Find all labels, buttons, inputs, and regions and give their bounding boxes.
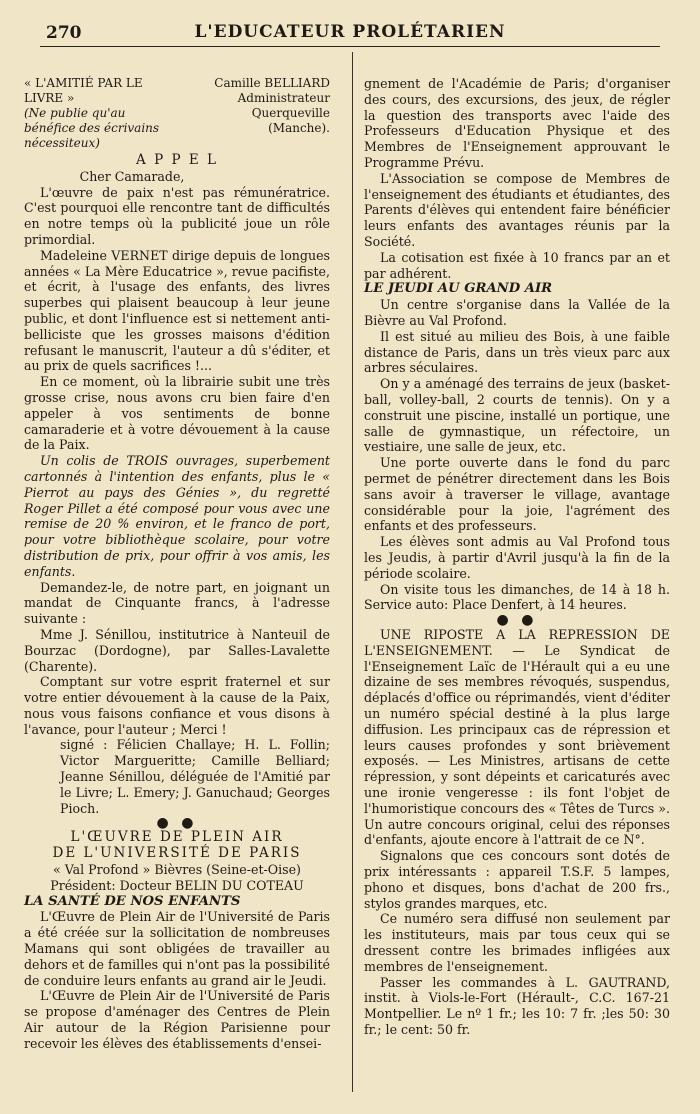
sante-paragraph: L'Œuvre de Plein Air de l'Université de Paris se propose d'aménager des Centres de Plein Air autour de la Région Parisienne pour recevoir les élèves des établissements d'ensei- [24, 988, 330, 1051]
admin-place: Querqueville (Manche). [251, 106, 330, 135]
amitie-header [24, 76, 330, 151]
appel-paragraph: L'œuvre de paix n'est pas rémunératrice. C'est pourquoi elle rencontre tant de difficultés en notre temps où la publicité joue un rôle primordial. [24, 184, 330, 247]
right-paragraph: L'Association se compose de Membres de l'enseignement des étudiants et étudiantes, des Parents d'élèves qui entendent faire bénéficier leurs enfants des avantages réunis par la Société. [364, 170, 670, 249]
right-column [364, 76, 670, 1038]
oeuvre-title: L'ŒUVRE DE PLEIN AIR [70, 829, 284, 846]
jeudi-paragraph: Un centre s'organise dans la Vallée de la Bièvre au Val Profond. [364, 297, 670, 328]
appel-paragraph: Un colis de TROIS ouvrages, superbement cartonnés à l'intention des enfants, plus le « Pierrot au pays des Génies », du regretté Roger Pillet a été composé pour vous avec une remise de 20 % environ, et le franco de port, pour votre bibliothèque scolaire, pour votre distribution de prix, pour offrir à vos amis, les enfants. [24, 453, 330, 579]
appel-title: A P P E L [136, 152, 218, 168]
jeudi-paragraph: Il est situé au milieu des Bois, à une faible distance de Paris, dans un très vieux parc aux arbres séculaires. [364, 328, 670, 376]
jeudi-paragraph: On visite tous les dimanches, de 14 à 18 h. Service auto: Place Denfert, à 14 heures. [364, 581, 670, 613]
appel-paragraph: Madeleine VERNET dirige depuis de longues années « La Mère Educatrice », revue pacifiste, et écrit, à l'usage des enfants, des livres superbes qui plaisent beaucoup à leur jeune public, et dont l'influence est si nettement anti-belliciste que les grosses maisons d'édition refusant le manuscrit, l'auteur a dû s'éditer, et au prix de quels sacrifices !... [24, 247, 330, 374]
sante-title: LA SANTÉ DE NOS ENFANTS [24, 893, 241, 909]
page-number: 270 [46, 23, 82, 43]
amitie-title: « L'AMITIÉ PAR LE LIVRE » [24, 76, 143, 105]
jeudi-paragraph: Les élèves sont admis au Val Profond tous les Jeudis, à partir d'Avril jusqu'à la fin de la période scolaire. [364, 534, 670, 581]
signatures: signé : Félicien Challaye; H. L. Follin; Victor Margueritte; Camille Belliard; Jeanne Sénillou, déléguée de l'Amitié par le Livre; L. Emery; J. Ganuchaud; Georges Pioch. [60, 737, 330, 816]
jeudi-paragraph: Une porte ouverte dans le fond du parc permet de pénétrer directement dans les Bois sans avoir à traverser le village, avantage considérable pour la joie, l'agrément des enfants et des professeurs. [364, 455, 670, 534]
oeuvre-president: Président: Docteur BELIN DU COTEAU [50, 877, 304, 893]
appel-paragraph: En ce moment, où la librairie subit une très grosse crise, nous avons cru bien faire d'en appeler à vos sentiments de bonne camaraderie et à votre dévouement à la cause de la Paix. [24, 374, 330, 453]
riposte-paragraph: Passer les commandes à L. GAUTRAND, instit. à Viols-le-Fort (Hérault-, C.C. 167-21 Montpellier. Le nº 1 fr.; les 10: 7 fr. ;les 50: 30 fr.; le cent: 50 fr. [364, 974, 670, 1038]
right-paragraph: La cotisation est fixée à 10 francs par an et par adhérent. [364, 249, 670, 281]
right-paragraph: gnement de l'Académie de Paris; d'organiser des cours, des excursions, des jeux, de régler la question des transports avec l'aide des Professeurs d'Education Physique et des Membres de l'Enseignement approuvant le Programme Prévu. [364, 76, 670, 170]
jeudi-title: LE JEUDI AU GRAND AIR [364, 281, 553, 297]
jeudi-paragraph: On y a aménagé des terrains de jeux (basket-ball, volley-ball, 2 courts de tennis). On y a construit une piscine, installé un portique, une salle de gymnastique, un réfectoire, un vestiaire, une salle de jeux, etc. [364, 376, 670, 455]
amitie-block [24, 76, 174, 151]
section-separator: ● ● [156, 815, 198, 832]
section-separator: ● ● [496, 612, 538, 629]
riposte-paragraph: UNE RIPOSTE A LA REPRESSION DE L'ENSEIGNEMENT. — Le Syndicat de l'Enseignement Laïc de l'Hérault qui a eu une dizaine de ses membres révoqués, suspendus, déplacés d'office ou réprimandés, vient d'éditer un numéro spécial destiné à la plus large diffusion. Les principaux cas de répression et leurs causes profondes y sont brièvement exposés. — Les Ministres, artisans de cette répression, y sont dépeints et caricaturés avec une ironie vengeresse : ils font l'objet de l'humoristique concours des « Têtes de Turcs ». Un autre concours original, celui des réponses d'enfants, ajoute encore à l'attrait de ce N°. [364, 627, 670, 848]
appel-paragraph: Demandez-le, de notre part, en joignant un mandat de Cinquante francs, à l'adresse suivante : [24, 579, 330, 627]
riposte-paragraph: Signalons que ces concours sont dotés de prix intéressants : appareil T.S.F. 5 lampes, phono et disques, bons d'achat de 200 frs., stylos grandes marques, etc. [364, 848, 670, 911]
riposte-paragraph: Ce numéro sera diffusé non seulement par les instituteurs, mais par tous ceux qui se dressent contre les brimades infligées aux membres de l'enseignement. [364, 911, 670, 974]
oeuvre-place: « Val Profond » Bièvres (Seine-et-Oise) [53, 862, 301, 878]
administrator-block [210, 76, 330, 151]
appel-greeting: Cher Camarade, [79, 168, 185, 184]
admin-name: Camille BELLIARD [214, 76, 330, 90]
appel-paragraph: Comptant sur votre esprit fraternel et sur votre entier dévouement à la cause de la Paix, nous vous faisons confiance et vous disons à l'avance, pour l'auteur ; Merci ! [24, 674, 330, 737]
admin-role: Administrateur [237, 91, 330, 105]
left-column [24, 76, 330, 1052]
sante-paragraph: L'Œuvre de Plein Air de l'Université de Paris a été créée sur la sollicitation de nombreuses Mamans qui sont obligées de travailler au dehors et de familles qui n'ont pas la possibilité de conduire leurs enfants au grand air le Jeudi. [24, 909, 330, 988]
column-divider [352, 52, 353, 1092]
appel-paragraph: Mme J. Sénillou, institutrice à Nanteuil de Bourzac (Dordogne), par Salles-Lavalette (Charente). [24, 626, 330, 674]
oeuvre-title: DE L'UNIVERSITÉ DE PARIS [52, 845, 302, 862]
amitie-subtitle: (Ne publie qu'au bénéfice des écrivains nécessiteux) [24, 106, 160, 150]
page-header [40, 18, 660, 47]
journal-title: L'EDUCATEUR PROLÉTARIEN [194, 22, 506, 42]
